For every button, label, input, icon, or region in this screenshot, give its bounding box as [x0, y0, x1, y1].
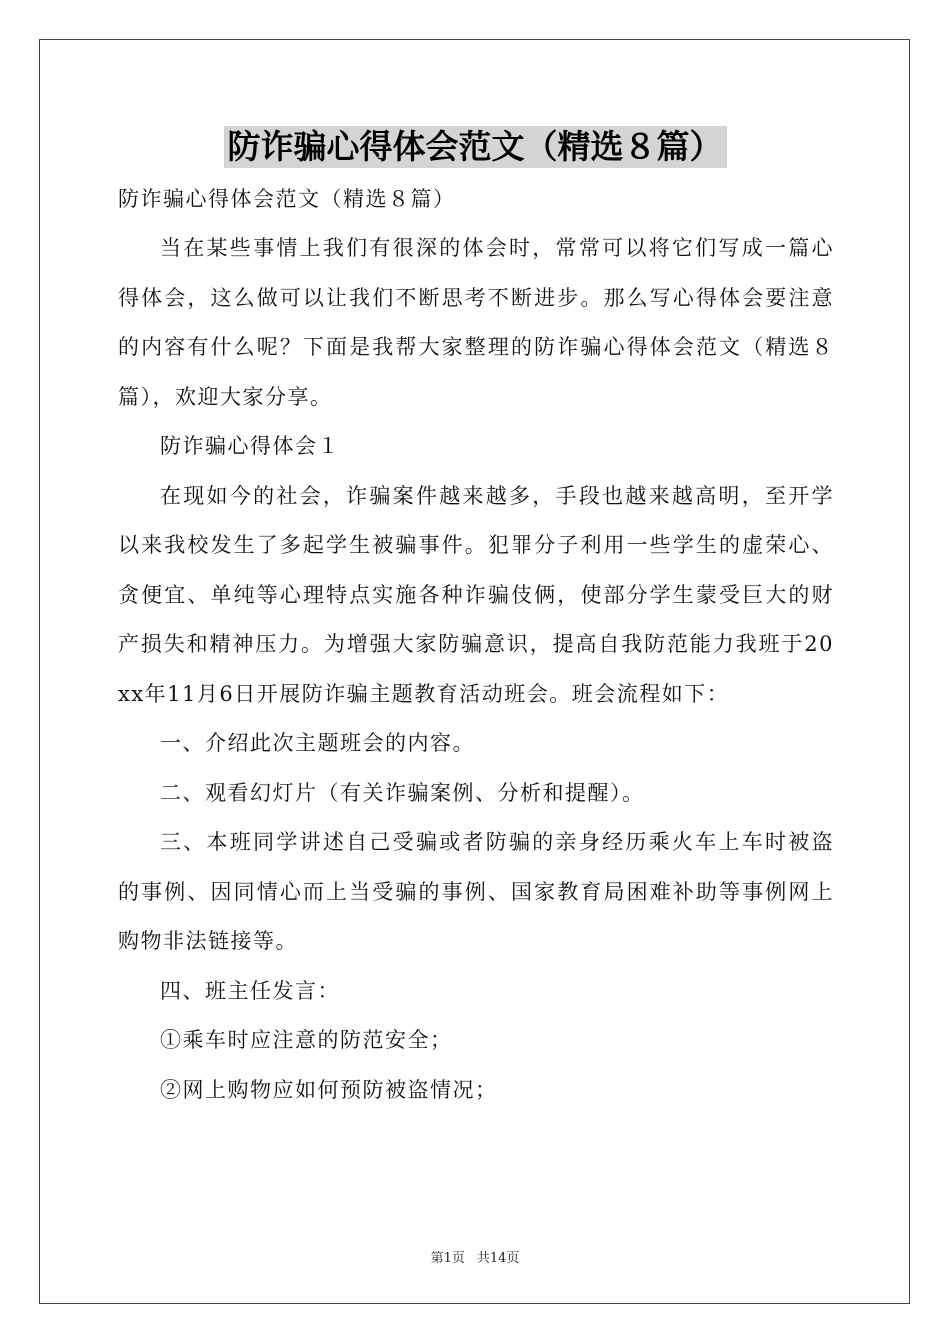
- page-total: 共14页: [476, 1251, 520, 1266]
- page-footer: [0, 1247, 950, 1266]
- paragraph: 在现如今的社会，诈骗案件越来越多，手段也越来越高明，至开学以来我校发生了多起学生被骗事件。犯罪分子利用一些学生的虚荣心、贪便宜、单纯等心理特点实施各种诈骗伎俩，使部分学生蒙受巨大的财产损失和精神压力。为增强大家防骗意识，提高自我防范能力我班于20xx年11月6日开展防诈骗主题教育活动班会。班会流程如下：: [118, 483, 834, 706]
- list-item: 四、班主任发言：: [160, 978, 340, 1003]
- title-container: [0, 126, 950, 168]
- list-item: 一、介绍此次主题班会的内容。: [160, 731, 475, 755]
- document-body: [118, 176, 834, 1115]
- list-item: ②网上购物应如何预防被盗情况；: [160, 1077, 498, 1102]
- page-number: 第1页: [430, 1251, 465, 1266]
- section-heading: 防诈骗心得体会１: [160, 434, 340, 458]
- document-subtitle: 防诈骗心得体会范文（精选８篇）: [118, 187, 456, 211]
- list-item: 三、本班同学讲述自己受骗或者防骗的亲身经历乘火车上车时被盗的事例、因同情心而上当受骗的事例、国家教育局困难补助等事例网上购物非法链接等。: [118, 830, 834, 953]
- list-item: ①乘车时应注意的防范安全；: [160, 1028, 453, 1052]
- document-title: 防诈骗心得体会范文（精选８篇）: [224, 126, 727, 168]
- list-item: 二、观看幻灯片（有关诈骗案例、分析和提醒）。: [160, 780, 645, 805]
- paragraph-intro: 当在某些事情上我们有很深的体会时，常常可以将它们写成一篇心得体会，这么做可以让我们不断思考不断进步。那么写心得体会要注意的内容有什么呢？下面是我帮大家整理的防诈骗心得体会范文（精选８篇），欢迎大家分享。: [118, 236, 834, 409]
